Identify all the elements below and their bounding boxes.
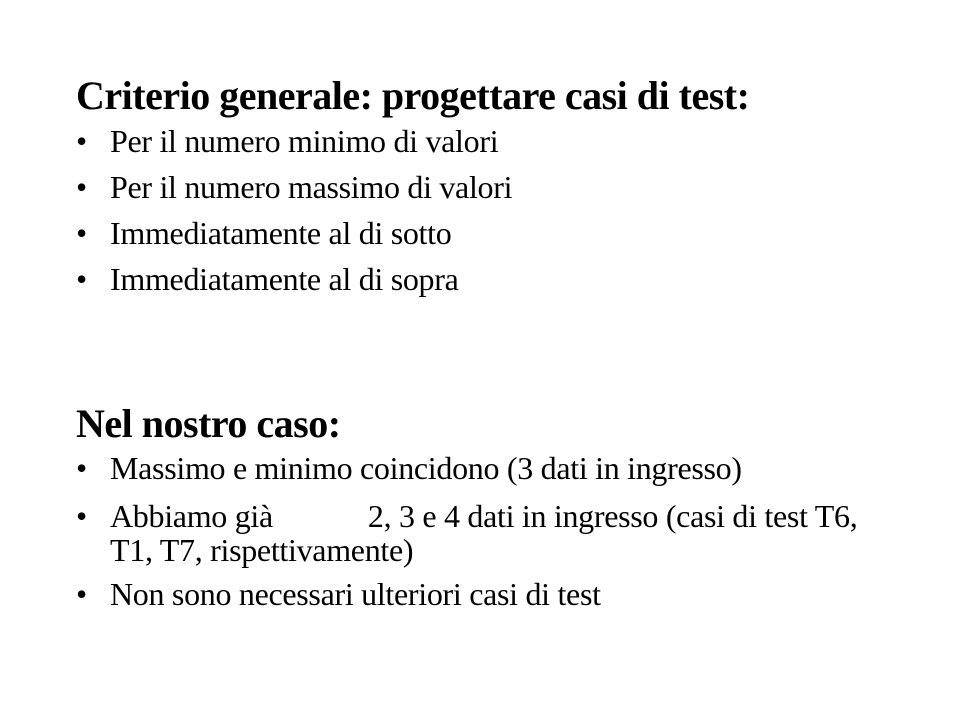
- bullet-text-part: T1, T7, rispettivamente): [110, 532, 414, 568]
- bullet-text: Massimo e minimo coincidono (3 dati in ingresso): [110, 450, 742, 486]
- bullet-icon: •: [76, 498, 87, 534]
- bullet-text-line: [110, 533, 857, 567]
- bullet-text: Immediatamente al di sopra: [110, 261, 459, 297]
- section-heading-nostro-caso: Nel nostro caso:: [76, 401, 341, 446]
- bullet-list-nostro-caso: [76, 450, 858, 625]
- list-item: [76, 576, 857, 612]
- bullet-icon: •: [76, 123, 87, 159]
- bullet-text-line: [110, 499, 857, 533]
- section-heading-criterio: Criterio generale: progettare casi di test:: [76, 73, 750, 118]
- bullet-icon: •: [76, 261, 87, 297]
- bullet-text: Immediatamente al di sotto: [110, 215, 452, 251]
- bullet-icon: •: [76, 576, 87, 612]
- list-item: [76, 261, 512, 297]
- bullet-list-criterio: [76, 123, 513, 310]
- list-item: [76, 450, 857, 486]
- list-item: [76, 215, 512, 251]
- list-item: [76, 499, 857, 567]
- bullet-text: Per il numero minimo di valori: [110, 123, 499, 159]
- bullet-text: Per il numero massimo di valori: [110, 169, 513, 205]
- list-item: [76, 123, 512, 159]
- bullet-text-part: Abbiamo già: [110, 498, 273, 534]
- bullet-icon: •: [76, 215, 87, 251]
- bullet-text-part: 2, 3 e 4 dati in ingresso (casi di test T6,: [367, 498, 858, 534]
- list-item: [76, 169, 513, 205]
- bullet-icon: •: [76, 450, 87, 486]
- bullet-text: Non sono necessari ulteriori casi di test: [110, 576, 601, 612]
- bullet-icon: •: [76, 169, 87, 205]
